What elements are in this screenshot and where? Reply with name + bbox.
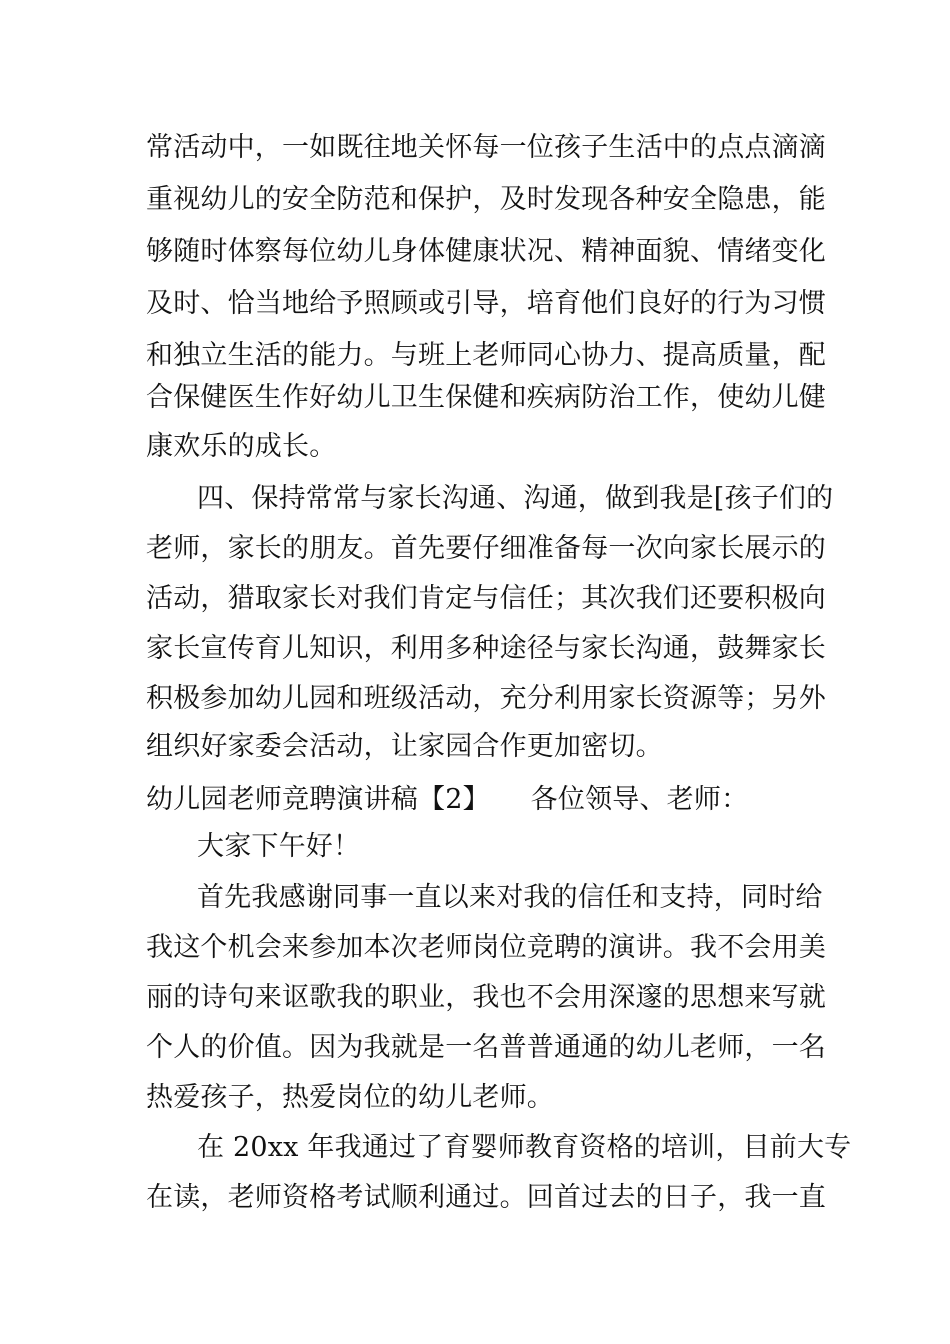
text-line: 常活动中，一如既往地关怀每一位孩子生活中的点点滴滴 <box>146 132 826 163</box>
text-line: 重视幼儿的安全防范和保护，及时发现各种安全隐患，能 <box>146 184 826 215</box>
text-line: 够随时体察每位幼儿身体健康状况、精神面貌、情绪变化 <box>146 236 826 267</box>
greeting-line: 大家下午好！ <box>197 831 361 862</box>
paragraph-start-line: 四、保持常常与家长沟通、沟通，做到我是[孩子们的 <box>197 483 834 514</box>
paragraph-start-line: 首先我感谢同事一直以来对我的信任和支持，同时给 <box>197 882 823 913</box>
text-line: 和独立生活的能力。与班上老师同心协力、提高质量，配 <box>146 340 826 371</box>
text-line: 热爱孩子，热爱岗位的幼儿老师。 <box>146 1082 554 1113</box>
section-title-line: 幼儿园老师竞聘演讲稿【2】 各位领导、老师： <box>146 784 749 815</box>
paragraph-start-line: 在 20xx 年我通过了育婴师教育资格的培训，目前大专 <box>197 1132 852 1163</box>
text-line: 康欢乐的成长。 <box>146 431 337 462</box>
text-line: 老师，家长的朋友。首先要仔细准备每一次向家长展示的 <box>146 533 826 564</box>
text-line: 在读，老师资格考试顺利通过。回首过去的日子，我一直 <box>146 1182 826 1213</box>
text-line: 合保健医生作好幼儿卫生保健和疾病防治工作，使幼儿健 <box>146 382 826 413</box>
text-line: 积极参加幼儿园和班级活动，充分利用家长资源等；另外 <box>146 683 826 714</box>
text-line: 我这个机会来参加本次老师岗位竞聘的演讲。我不会用美 <box>146 932 826 963</box>
text-line: 丽的诗句来讴歌我的职业，我也不会用深邃的思想来写就 <box>146 982 826 1013</box>
text-line: 活动，猎取家长对我们肯定与信任；其次我们还要积极向 <box>146 583 826 614</box>
text-line: 个人的价值。因为我就是一名普普通通的幼儿老师，一名 <box>146 1032 826 1063</box>
text-line: 及时、恰当地给予照顾或引导，培育他们良好的行为习惯 <box>146 288 826 319</box>
text-line: 家长宣传育儿知识，利用多种途径与家长沟通，鼓舞家长 <box>146 633 826 664</box>
text-line: 组织好家委会活动，让家园合作更加密切。 <box>146 731 663 762</box>
